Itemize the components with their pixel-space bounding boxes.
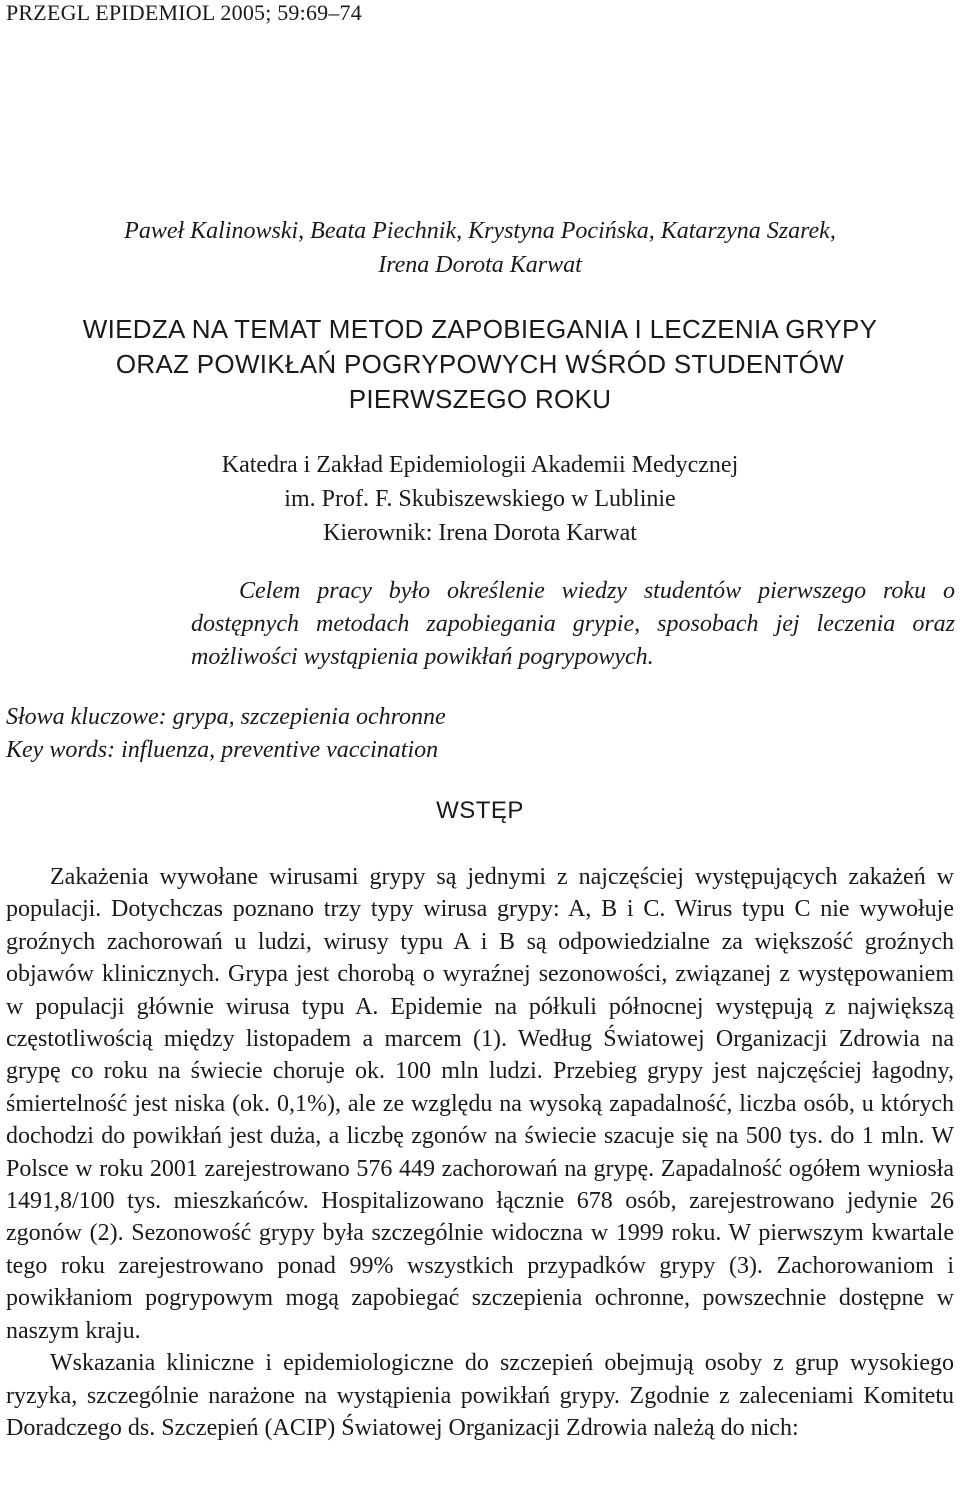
affiliation-line: im. Prof. F. Skubiszewskiego w Lublinie [284,486,676,512]
affiliation-line: Kierownik: Irena Dorota Karwat [323,520,637,546]
keywords-english: Key words: influenza, preventive vaccination [6,737,439,763]
abstract: Celem pracy było określenie wiedzy studentów pierwszego roku o dostępnych metodach zapobiegania grypie, sposobach jej leczenia oraz możliwości wystąpienia powikłań pogrypowych. [191,578,955,670]
body-paragraph: Zakażenia wywołane wirusami grypy są jednymi z najczęściej występujących zakażeń w populacji. Dotychczas poznano trzy typy wirusa grypy: A, B i C. Wirus typu C nie wywołuje groźnych zachorowań u ludzi, wirusy typu A i B są odpowiedzialne za większość groźnych objawów klinicznych. Grypa jest chorobą o wyraźnej sezonowości, związanej z występowaniem w populacji głównie wirusa typu A. Epidemie na półkuli północnej występują z największą częstotliwością między listopadem a marcem (1). Według Światowej Organizacji Zdrowia na grypę co roku na świecie choruje ok. 100 mln ludzi. Przebieg grypy jest najczęściej łagodny, śmiertelność jest niska (ok. 0,1%), ale ze względu na wysoką zapadalność, liczba osób, u których dochodzi do powikłań jest duża, a liczbę zgonów na świecie szacuje się na 500 tys. do 1 mln. W Polsce w roku 2001 zarejestrowano 576 449 zachorowań na grypę. Zapadalność ogółem wyniosła 1491,8/100 tys. mieszkańców. Hospitalizowano łącznie 678 osób, zarejestrowano jedynie 26 zgonów (2). Sezonowość grypy była szczególnie widoczna w 1999 roku. W pierwszym kwartale tego roku zarejestrowano ponad 99% wszystkich przypadków grypy (3). Zachorowaniom i powikłaniom pogrypowym mogą zapobiegać szczepienia ochronne, powszechnie dostępne w naszym kraju. [6,864,954,1344]
section-heading: WSTĘP [436,797,524,824]
article-title [0,312,960,417]
author-list [0,214,960,282]
affiliation-line: Katedra i Zakład Epidemiologii Akademii Medycznej [221,452,739,478]
keywords [6,701,446,767]
title-line: PIERWSZEGO ROKU [348,384,612,414]
affiliation [0,448,960,550]
body-text [6,861,954,1444]
author-line: Irena Dorota Karwat [378,252,582,278]
keywords-polish: Słowa kluczowe: grypa, szczepienia ochronne [6,704,446,730]
author-line: Paweł Kalinowski, Beata Piechnik, Krystyna Pocińska, Katarzyna Szarek, [124,218,836,244]
body-paragraph: Wskazania kliniczne i epidemiologiczne do szczepień obejmują osoby z grup wysokiego ryzyka, szczególnie narażone na wystąpienia powikłań grypy. Zgodnie z zaleceniami Komitetu Doradczego ds. Szczepień (ACIP) Światowej Organizacji Zdrowia należą do nich: [6,1350,954,1441]
title-line: ORAZ POWIKŁAŃ POGRYPOWYCH WŚRÓD STUDENTÓW [115,349,845,379]
title-line: WIEDZA NA TEMAT METOD ZAPOBIEGANIA I LECZENIA GRYPY [82,314,878,344]
journal-reference: PRZEGL EPIDEMIOL 2005; 59:69–74 [6,0,362,25]
